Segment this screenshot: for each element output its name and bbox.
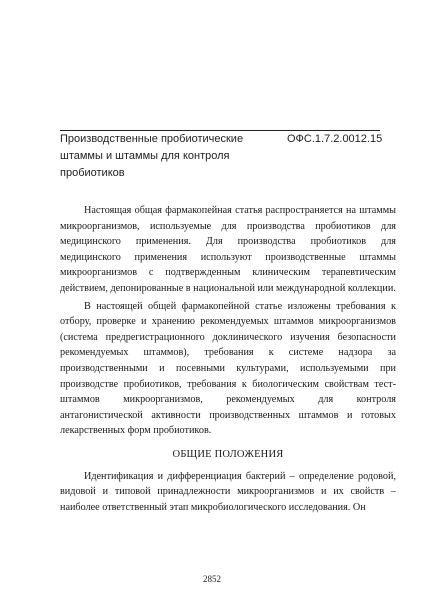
article-title: Производственные пробиотические штаммы и штаммы для контроля пробиотиков	[60, 133, 244, 179]
page-number: 2852	[203, 574, 221, 584]
section-heading: ОБЩИЕ ПОЛОЖЕНИЯ	[172, 448, 284, 460]
body-paragraph: Идентификация и дифференциация бактерий – определение родовой, видовой и типовой принадлежности микроорганизмов и их свойств – наиболее ответственный этап микробиологического исследования. Он	[60, 470, 396, 513]
body-paragraph: Настоящая общая фармакопейная статья распространяется на штаммы микроорганизмов, используемые для производства пробиотиков для медицинского применения. Для производства пробиотиков для медицинского применения используют производственные штаммы микроорганизмов с подтвержденным клиническим терапевтическим действием, депонированные в национальной или международной коллекции.	[60, 205, 396, 294]
article-body	[60, 203, 396, 515]
body-paragraph: В настоящей общей фармакопейной статье изложены требования к отбору, проверке и хранению рекомендуемых штаммов микроорганизмов (система предрегистрационного доклинического изучения безопасности рекомендуемых штаммов), требования к системе надзора за производственными и посевными культурами, используемыми при производстве пробиотиков, требования к биологическим свойствам тест-штаммов микроорганизмов, рекомендуемых для контроля антагонистической активности производственных штаммов и готовых лекарственных форм пробиотиков.	[60, 300, 396, 437]
article-code: ОФС.1.7.2.0012.15	[287, 133, 383, 145]
